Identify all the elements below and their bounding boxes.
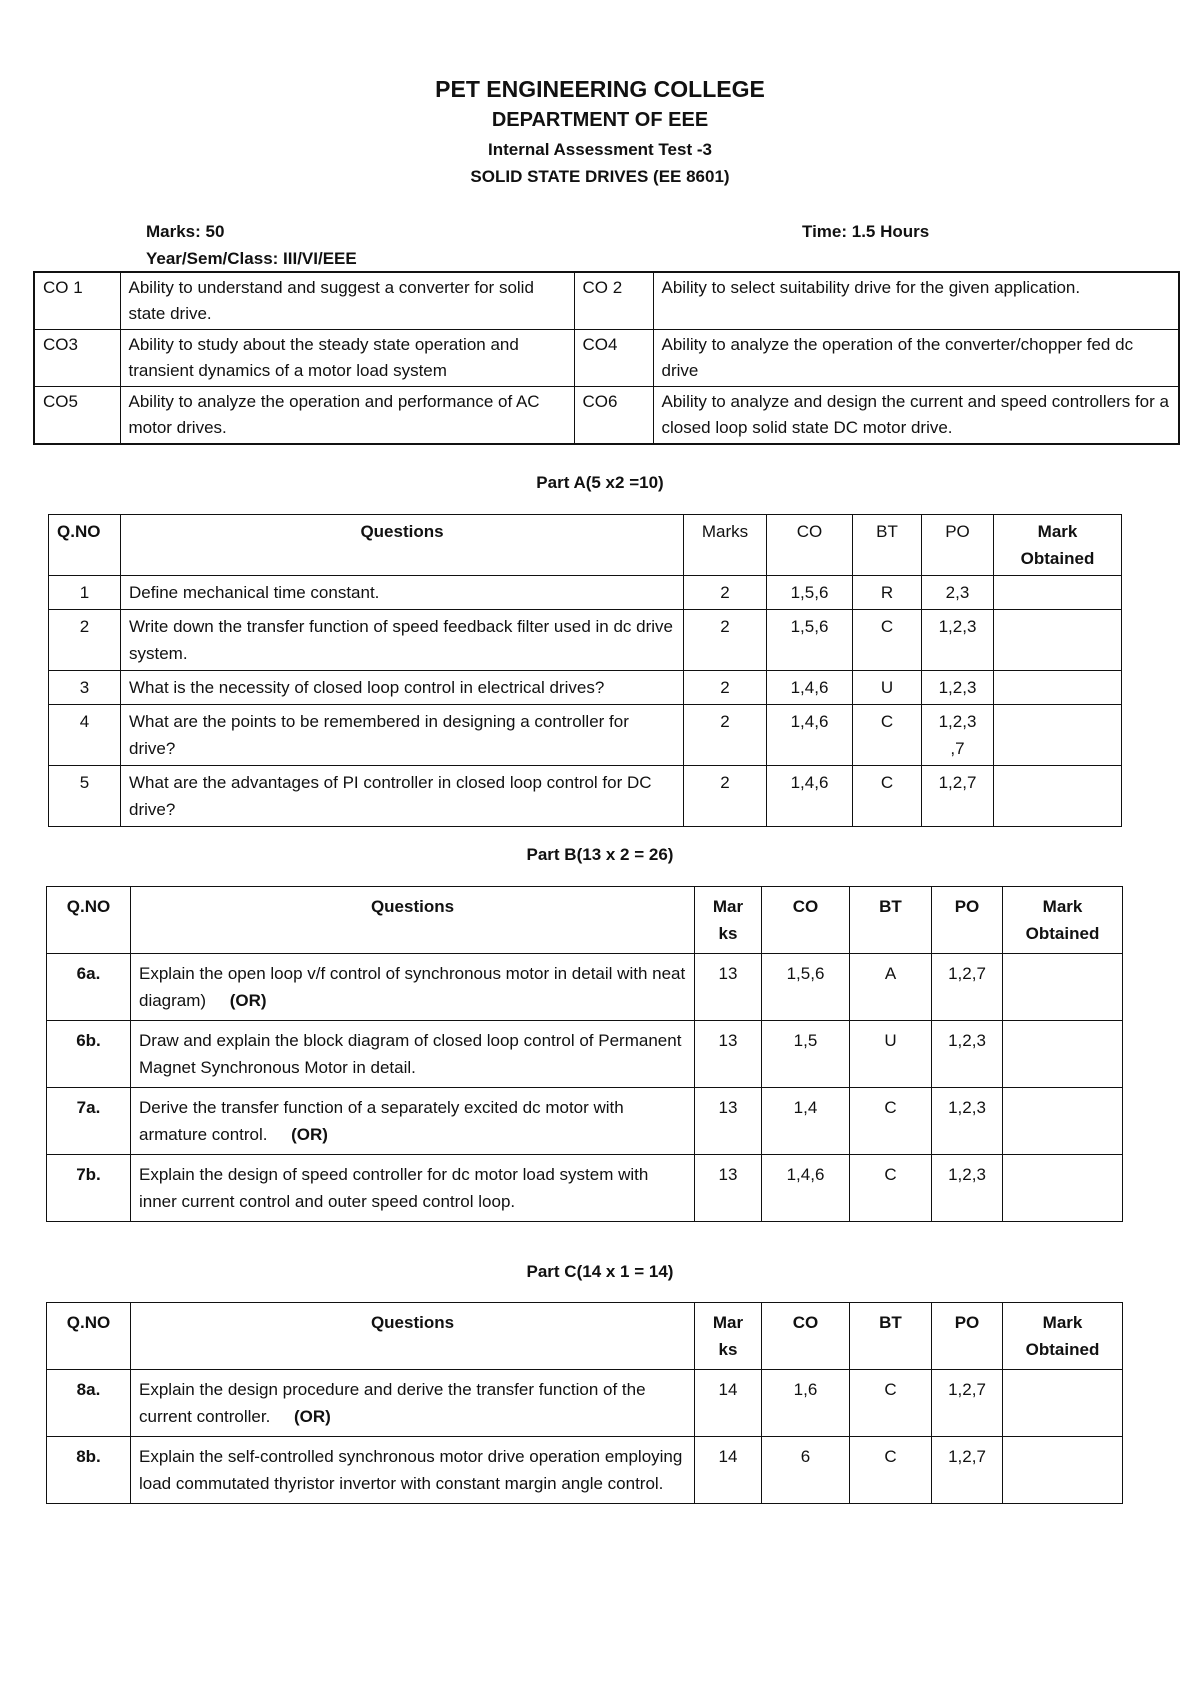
question-text: What are the points to be remembered in designing a controller for drive?	[129, 712, 629, 758]
header-po: PO	[922, 515, 994, 576]
subject-name: SOLID STATE DRIVES (EE 8601)	[470, 167, 730, 186]
co-value: 1,4	[762, 1088, 850, 1155]
bt-value: C	[850, 1370, 932, 1437]
question-number: 4	[49, 705, 121, 766]
bt-value: C	[850, 1088, 932, 1155]
question-cell	[131, 1088, 695, 1155]
question-text: Explain the self-controlled synchronous motor drive operation employing load commutated thyristor invertor with constant margin angle control.	[139, 1447, 683, 1493]
mark-obtained-cell	[994, 766, 1122, 827]
question-cell	[131, 1021, 695, 1088]
part-a-title: Part A(5 x2 =10)	[536, 473, 664, 492]
question-number: 8a.	[47, 1370, 131, 1437]
college-name: PET ENGINEERING COLLEGE	[435, 76, 765, 102]
test-name: Internal Assessment Test -3	[488, 140, 712, 159]
bt-value: C	[850, 1155, 932, 1222]
question-row	[49, 610, 1122, 671]
marks-value: 13	[695, 954, 762, 1021]
part-a-table	[48, 514, 1122, 827]
po-value: 1,2,7	[932, 1370, 1003, 1437]
question-cell	[131, 1155, 695, 1222]
co-value: 1,6	[762, 1370, 850, 1437]
question-cell	[131, 1437, 695, 1504]
co-description: Ability to analyze the operation and performance of AC motor drives.	[120, 387, 574, 445]
co-value: 1,4,6	[767, 705, 853, 766]
mark-obtained-cell	[994, 576, 1122, 610]
po-value: 1,2,3 ,7	[922, 705, 994, 766]
header-bt: BT	[850, 887, 932, 954]
question-number: 5	[49, 766, 121, 827]
co-id: CO 2	[574, 272, 653, 330]
header-qno: Q.NO	[49, 515, 121, 576]
header-qno: Q.NO	[47, 887, 131, 954]
part-b-title: Part B(13 x 2 = 26)	[526, 845, 674, 864]
question-text: Write down the transfer function of speed feedback filter used in dc drive system.	[129, 617, 673, 663]
or-label: (OR)	[291, 1125, 328, 1144]
marks-label: Marks: 50	[146, 222, 225, 241]
header-po: PO	[932, 1303, 1003, 1370]
bt-value: R	[853, 576, 922, 610]
question-number: 2	[49, 610, 121, 671]
po-value: 1,2,7	[922, 766, 994, 827]
marks-value: 13	[695, 1088, 762, 1155]
question-row	[49, 671, 1122, 705]
question-row	[49, 705, 1122, 766]
po-value: 1,2,3	[932, 1155, 1003, 1222]
mark-obtained-cell	[1003, 1437, 1123, 1504]
bt-value: A	[850, 954, 932, 1021]
question-number: 1	[49, 576, 121, 610]
mark-obtained-cell	[1003, 954, 1123, 1021]
po-value: 1,2,3	[932, 1088, 1003, 1155]
marks-value: 14	[695, 1370, 762, 1437]
co-id: CO3	[34, 330, 120, 387]
co-value: 6	[762, 1437, 850, 1504]
header-bt: BT	[853, 515, 922, 576]
question-cell	[121, 766, 684, 827]
marks-value: 2	[684, 766, 767, 827]
co-value: 1,4,6	[762, 1155, 850, 1222]
co-value: 1,5	[762, 1021, 850, 1088]
co-value: 1,5,6	[767, 610, 853, 671]
question-text: Draw and explain the block diagram of closed loop control of Permanent Magnet Synchronous Motor in detail.	[139, 1031, 682, 1077]
question-number: 6b.	[47, 1021, 131, 1088]
question-text: What is the necessity of closed loop control in electrical drives?	[129, 678, 605, 697]
mark-obtained-cell	[1003, 1370, 1123, 1437]
co-value: 1,5,6	[767, 576, 853, 610]
mark-obtained-cell	[994, 671, 1122, 705]
question-text: Explain the open loop v/f control of synchronous motor in detail with neat diagram)	[139, 964, 686, 1010]
question-row	[47, 1088, 1123, 1155]
part-b-table	[46, 886, 1123, 1222]
co-description: Ability to study about the steady state operation and transient dynamics of a motor load system	[120, 330, 574, 387]
part-c-title: Part C(14 x 1 = 14)	[526, 1262, 674, 1281]
question-number: 3	[49, 671, 121, 705]
po-value: 1,2,3	[922, 671, 994, 705]
time-label: Time: 1.5 Hours	[802, 222, 930, 241]
mark-obtained-cell	[994, 610, 1122, 671]
header-marks: Mar ks	[695, 1303, 762, 1370]
header-mark-obtained: Mark Obtained	[994, 515, 1122, 576]
question-cell	[121, 705, 684, 766]
header-questions: Questions	[121, 515, 684, 576]
header-co: CO	[767, 515, 853, 576]
co-id: CO6	[574, 387, 653, 445]
header-questions: Questions	[131, 887, 695, 954]
po-value: 1,2,7	[932, 954, 1003, 1021]
question-number: 7b.	[47, 1155, 131, 1222]
co-description: Ability to analyze and design the current and speed controllers for a closed loop solid state DC motor drive.	[653, 387, 1179, 445]
header-bt: BT	[850, 1303, 932, 1370]
mark-obtained-cell	[1003, 1155, 1123, 1222]
po-value: 1,2,3	[932, 1021, 1003, 1088]
question-row	[49, 576, 1122, 610]
header-mark-obtained: Mark Obtained	[1003, 887, 1123, 954]
co-value: 1,4,6	[767, 671, 853, 705]
marks-value: 2	[684, 671, 767, 705]
question-text: What are the advantages of PI controller in closed loop control for DC drive?	[129, 773, 652, 819]
header-qno: Q.NO	[47, 1303, 131, 1370]
marks-value: 2	[684, 576, 767, 610]
part-c-table	[46, 1302, 1123, 1504]
question-row	[47, 1155, 1123, 1222]
bt-value: C	[853, 705, 922, 766]
question-text: Define mechanical time constant.	[129, 583, 380, 602]
question-row	[47, 954, 1123, 1021]
co-id: CO 1	[34, 272, 120, 330]
course-outcomes-table	[33, 271, 1180, 445]
or-label: (OR)	[293, 1407, 331, 1426]
header-mark-obtained: Mark Obtained	[1003, 1303, 1123, 1370]
mark-obtained-cell	[994, 705, 1122, 766]
question-cell	[131, 1370, 695, 1437]
bt-value: U	[853, 671, 922, 705]
question-cell	[121, 576, 684, 610]
header-co: CO	[762, 887, 850, 954]
question-row	[49, 766, 1122, 827]
co-description: Ability to understand and suggest a converter for solid state drive.	[120, 272, 574, 330]
co-row	[34, 330, 1179, 387]
question-number: 7a.	[47, 1088, 131, 1155]
question-number: 8b.	[47, 1437, 131, 1504]
department-name: DEPARTMENT OF EEE	[491, 109, 709, 131]
co-value: 1,4,6	[767, 766, 853, 827]
marks-value: 2	[684, 705, 767, 766]
co-description: Ability to analyze the operation of the converter/chopper fed dc drive	[653, 330, 1179, 387]
header-co: CO	[762, 1303, 850, 1370]
question-text: Explain the design procedure and derive the transfer function of the current controller.	[139, 1380, 646, 1426]
co-id: CO5	[34, 387, 120, 445]
question-cell	[121, 610, 684, 671]
question-text: Derive the transfer function of a separately excited dc motor with armature control.	[139, 1098, 624, 1144]
header-marks: Mar ks	[695, 887, 762, 954]
bt-value: C	[850, 1437, 932, 1504]
po-value: 1,2,3	[922, 610, 994, 671]
marks-value: 13	[695, 1155, 762, 1222]
co-id: CO4	[574, 330, 653, 387]
year-label: Year/Sem/Class: III/VI/EEE	[146, 249, 357, 268]
co-value: 1,5,6	[762, 954, 850, 1021]
co-description: Ability to select suitability drive for the given application.	[653, 272, 1179, 330]
mark-obtained-cell	[1003, 1021, 1123, 1088]
bt-value: C	[853, 610, 922, 671]
question-text: Explain the design of speed controller for dc motor load system with inner current control and outer speed control loop.	[139, 1165, 649, 1211]
bt-value: C	[853, 766, 922, 827]
header-questions: Questions	[131, 1303, 695, 1370]
po-value: 2,3	[922, 576, 994, 610]
po-value: 1,2,7	[932, 1437, 1003, 1504]
question-row	[47, 1370, 1123, 1437]
header-marks: Marks	[684, 515, 767, 576]
marks-value: 2	[684, 610, 767, 671]
co-row	[34, 272, 1179, 330]
question-row	[47, 1437, 1123, 1504]
question-number: 6a.	[47, 954, 131, 1021]
marks-value: 13	[695, 1021, 762, 1088]
bt-value: U	[850, 1021, 932, 1088]
or-label: (OR)	[229, 991, 267, 1010]
marks-value: 14	[695, 1437, 762, 1504]
co-row	[34, 387, 1179, 445]
question-cell	[121, 671, 684, 705]
mark-obtained-cell	[1003, 1088, 1123, 1155]
question-cell	[131, 954, 695, 1021]
header-po: PO	[932, 887, 1003, 954]
question-row	[47, 1021, 1123, 1088]
